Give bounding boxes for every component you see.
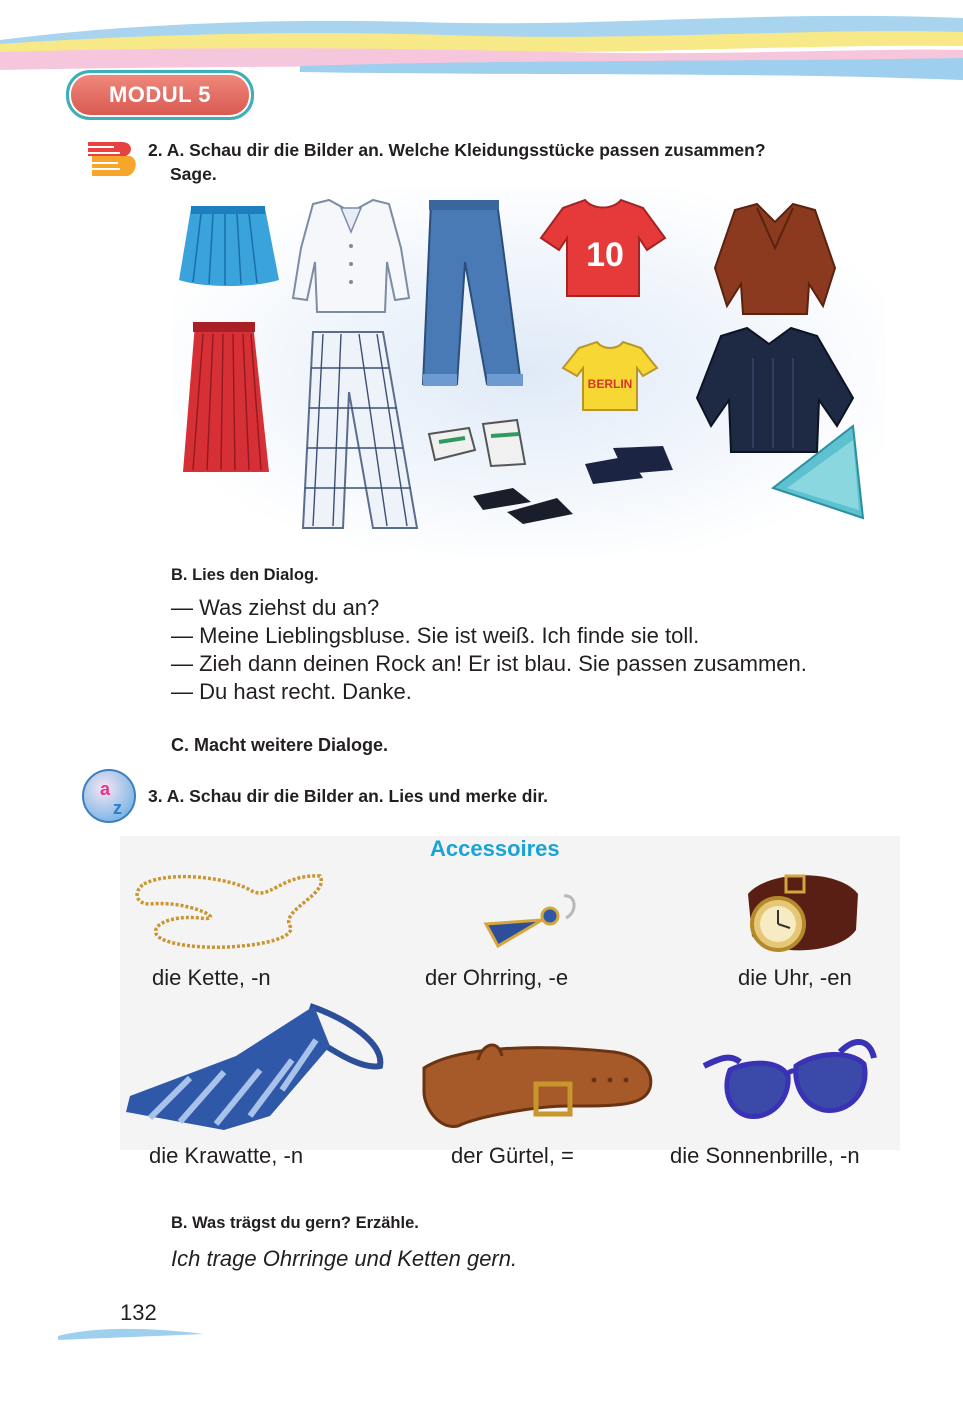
task2-title [148,138,766,186]
task2-b-title: B. Lies den Dialog. [171,566,319,584]
accessory-label-belt: der Gürtel, = [451,1143,574,1168]
az-letter-z: z [113,798,122,818]
belt-icon [418,1036,654,1132]
task2-c-title: C. Macht weitere Dialoge. [171,735,389,755]
dialog-block [171,594,807,706]
module-label: MODUL 5 [108,82,212,107]
dialog-line: — Du hast recht. Danke. [171,679,412,704]
shirt-number: 10 [586,236,624,274]
accessory-label-sunglasses: die Sonnenbrille, -n [670,1143,860,1168]
module-badge [66,70,254,120]
task3-example: Ich trage Ohrringe und Ketten gern. [171,1246,518,1271]
task2-title-line1: 2. A. Schau dir die Bilder an. Welche Kleidungsstücke passen zusammen? [148,140,766,160]
task3-b-title: B. Was trägst du gern? Erzähle. [171,1214,419,1232]
dialog-line: — Zieh dann deinen Rock an! Er ist blau. Sie passen zusammen. [171,651,807,676]
task2-title-line2: Sage. [170,164,217,184]
page-number: 132 [120,1300,157,1325]
speaking-icon [82,138,138,184]
necklace-icon [130,864,330,954]
vocabulary-az-icon [80,768,138,824]
tie-icon [120,1000,386,1136]
accessory-label-necklace: die Kette, -n [152,965,271,990]
earring-icon [472,890,582,950]
clothes-illustration [173,188,885,554]
blue-skirt-image [179,206,279,286]
tshirt-text: BERLIN [587,377,633,391]
footer-wave-decoration [58,1326,204,1342]
watch-icon [738,866,862,962]
accessory-label-earring: der Ohrring, -e [425,965,569,990]
accessory-label-tie: die Krawatte, -n [149,1143,304,1168]
dialog-line: — Was ziehst du an? [171,595,380,620]
task3-title: 3. A. Schau dir die Bilder an. Lies und merke dir. [148,786,549,806]
az-letter-a: a [100,779,111,799]
dialog-line: — Meine Lieblingsbluse. Sie ist weiß. Ich finde sie toll. [171,623,700,648]
accessory-label-watch: die Uhr, -en [738,965,852,990]
sunglasses-icon [700,1030,878,1130]
accessories-title: Accessoires [430,836,560,861]
